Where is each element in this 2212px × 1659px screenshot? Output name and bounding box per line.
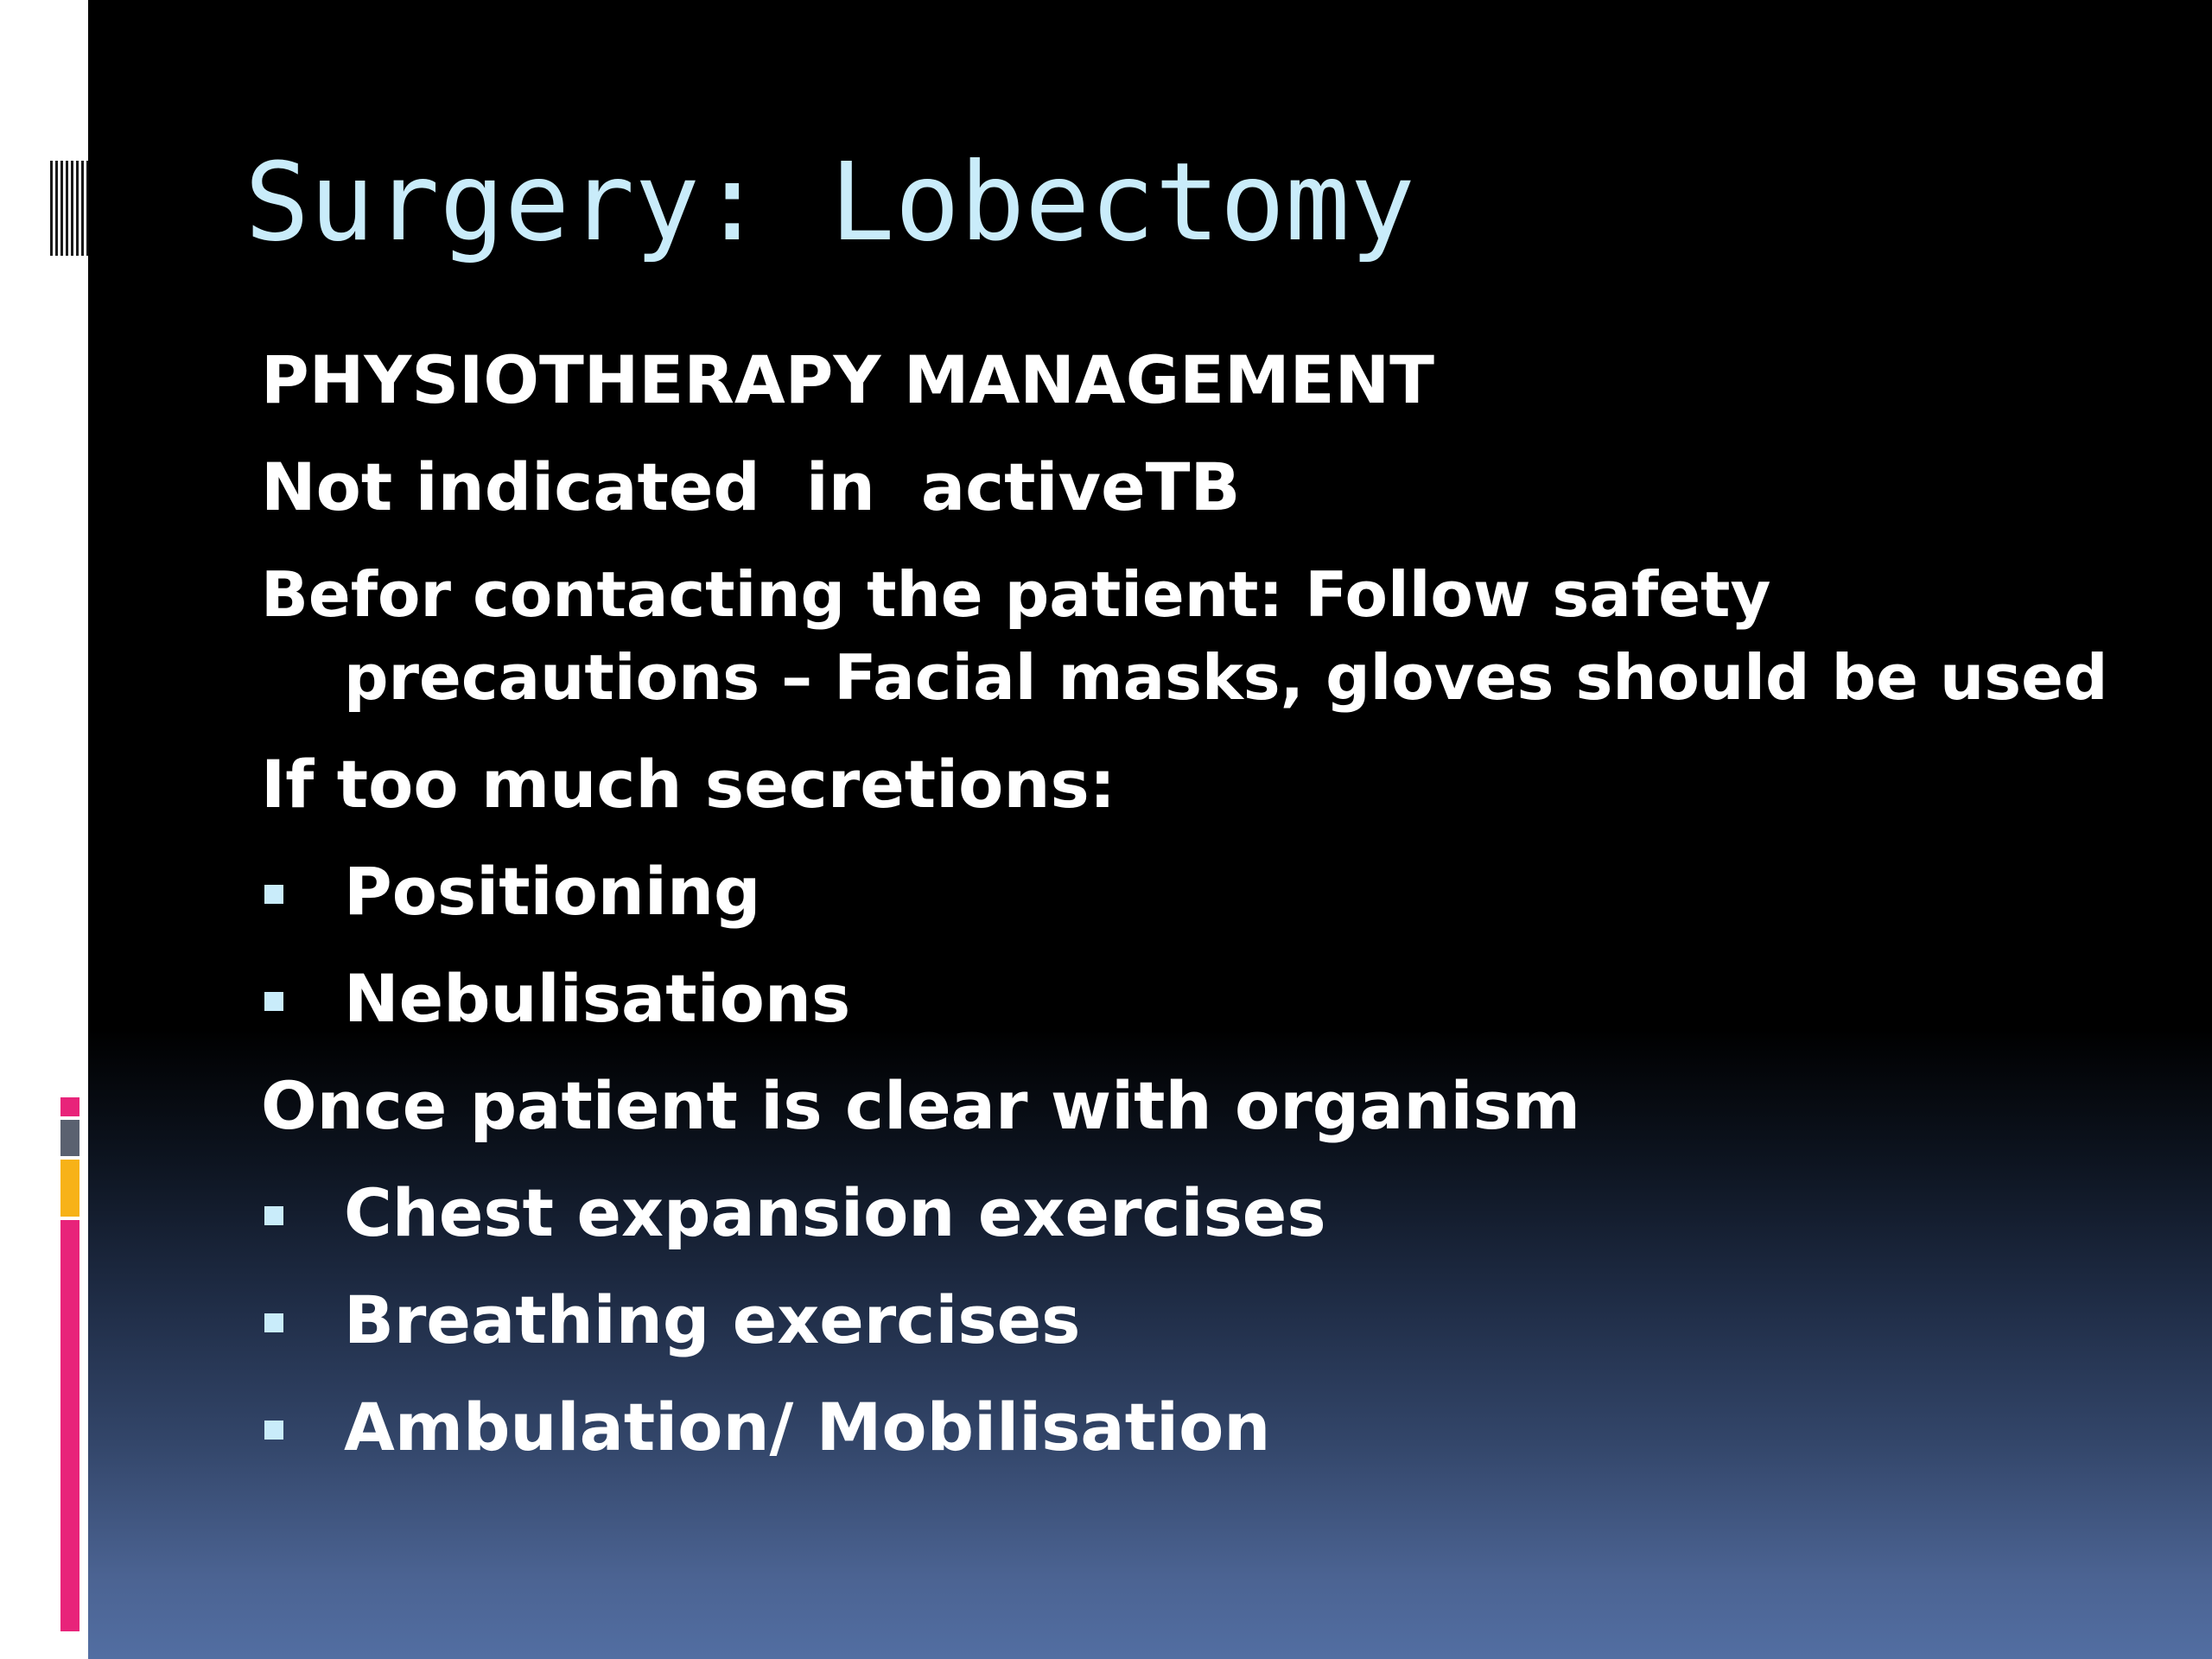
square-bullet-icon: [264, 1313, 283, 1332]
slide-body: [261, 339, 2162, 1493]
square-bullet-icon: [264, 1421, 283, 1440]
decorative-gray-block: [60, 1120, 79, 1156]
decorative-orange-block: [60, 1160, 79, 1217]
decorative-pink-block-small: [60, 1097, 79, 1116]
list-item-text: Positioning: [344, 853, 761, 930]
body-paragraph-clear: Once patient is clear with organism: [261, 1067, 1581, 1144]
square-bullet-icon: [264, 992, 283, 1011]
square-bullet-icon: [264, 885, 283, 904]
list-item: [261, 1386, 2162, 1469]
list-item: [261, 850, 2162, 933]
list-item-text: Ambulation/ Mobilisation: [344, 1389, 1271, 1465]
body-paragraph-safety: Befor contacting the patient: Follow safety precautions – Facial masks, gloves should be used: [261, 558, 2108, 714]
decorative-pink-bar: [60, 1220, 79, 1631]
list-item-text: Chest expansion exercises: [344, 1174, 1326, 1251]
list-item: [261, 957, 2162, 1040]
square-bullet-icon: [264, 1206, 283, 1225]
list-item: [261, 1279, 2162, 1362]
list-item: [261, 1172, 2162, 1255]
list-item-text: Breathing exercises: [344, 1281, 1081, 1358]
slide-title: Surgery: Lobectomy: [245, 140, 1415, 265]
list-item-text: Nebulisations: [344, 960, 851, 1037]
body-paragraph-not-indicated: Not indicated in activeTB: [261, 448, 1241, 525]
body-paragraph-heading: PHYSIOTHERAPY MANAGEMENT: [261, 341, 1435, 418]
body-paragraph-secretions: If too much secretions:: [261, 746, 1116, 823]
decorative-stripes: [50, 161, 88, 256]
